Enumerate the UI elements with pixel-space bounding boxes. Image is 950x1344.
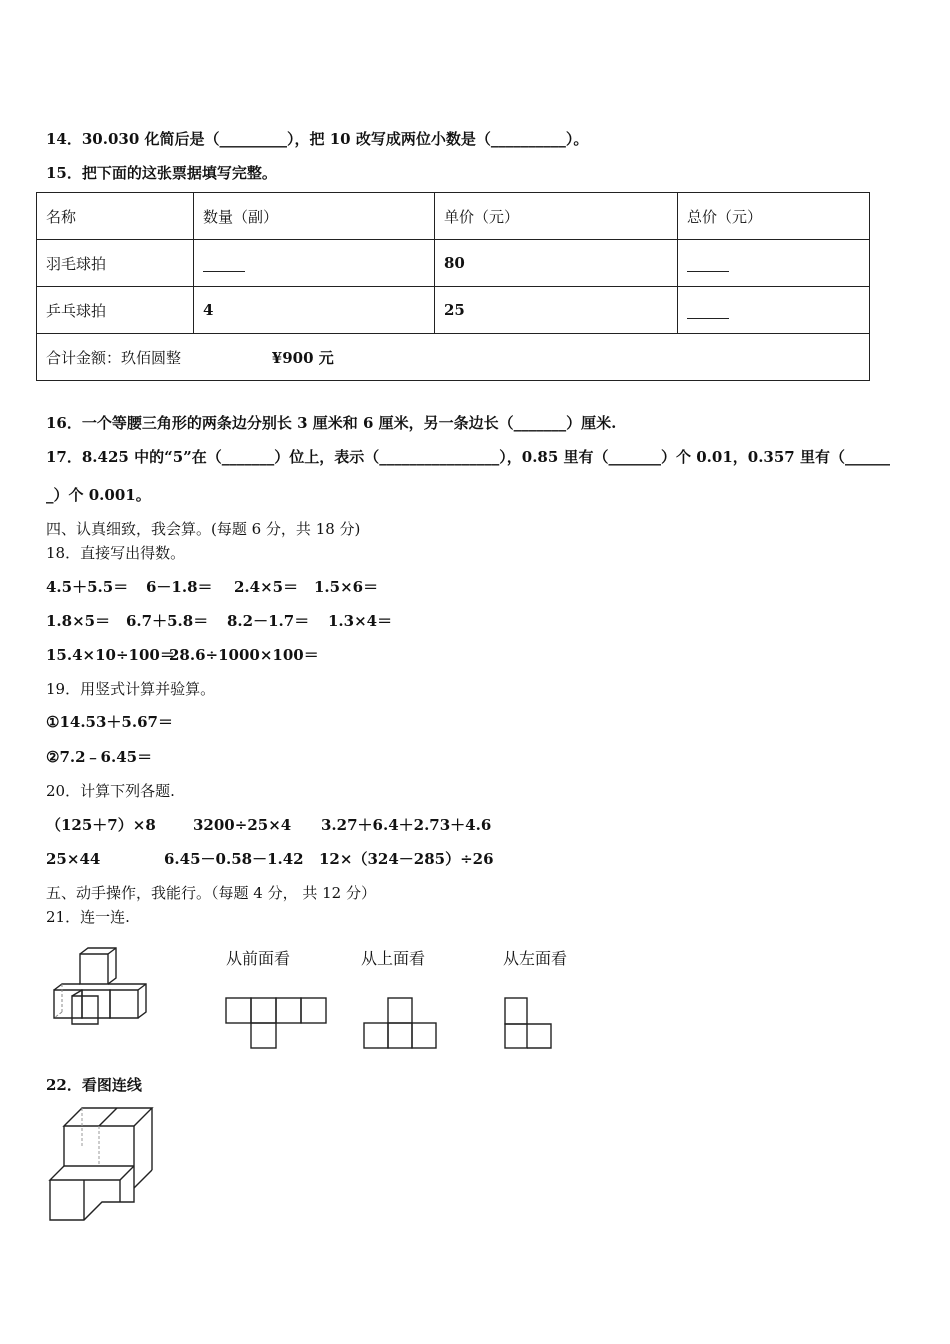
q18-item: 6－1.8＝ (146, 578, 213, 596)
q18-item: 15.4×10÷100＝ (46, 646, 175, 664)
bill-header-name: 名称 (37, 193, 194, 240)
q18-item: 28.6÷1000×100＝ (169, 646, 319, 664)
bill-row (37, 287, 870, 334)
section-5-heading: 五、动手操作，我能行。（每题 4 分， 共 12 分） (46, 884, 376, 902)
cube-stack-figure (46, 944, 156, 1030)
q20-item: 6.45－0.58－1.42 (164, 850, 304, 868)
fill-blank[interactable] (203, 257, 245, 272)
bill-cell-qty[interactable] (194, 240, 435, 287)
q19-item: ②7.2﹣6.45＝ (46, 748, 153, 766)
q18-item: 8.2－1.7＝ (227, 612, 310, 630)
bill-cell-price: 25 (435, 287, 678, 334)
bill-sum-row (37, 334, 870, 381)
fill-blank[interactable] (687, 257, 729, 272)
left-view-figure[interactable] (501, 996, 555, 1052)
bill-cell-price: 80 (435, 240, 678, 287)
q18-item: 1.8×5＝ (46, 612, 111, 630)
question-22: 22．看图连线 (46, 1076, 142, 1094)
question-15: 15．把下面的这张票据填写完整。 (46, 164, 277, 182)
question-14: 14．30.030 化简后是（_________），把 10 改写成两位小数是（__________）。 (46, 130, 589, 148)
question-17-line1: 17．8.425 中的“5”在（_______）位上，表示（________________），0.85 里有（_______）个 0.01，0.357 里有（______ (46, 448, 890, 466)
question-17-line2: _）个 0.001。 (46, 486, 151, 504)
section-4-heading: 四、认真细致，我会算。(每题 6 分，共 18 分) (46, 520, 361, 538)
top-view-figure[interactable] (362, 996, 440, 1050)
q20-item: 25×44 (46, 850, 101, 868)
question-21: 21．连一连. (46, 908, 130, 926)
front-view-figure[interactable] (224, 996, 330, 1050)
q18-item: 1.3×4＝ (328, 612, 393, 630)
q18-item: 1.5×6＝ (314, 578, 379, 596)
bill-header-row (37, 193, 870, 240)
block-figure (44, 1104, 158, 1224)
bill-header-total: 总价（元） (678, 193, 870, 240)
bill-cell-total[interactable] (678, 240, 870, 287)
q20-item: 12×（324－285）÷26 (319, 850, 494, 868)
view-label-top: 从上面看 (361, 949, 426, 968)
question-20: 20．计算下列各题. (46, 782, 175, 800)
q18-row-3 (46, 644, 319, 665)
bill-header-price: 单价（元） (435, 193, 678, 240)
bill-cell-name: 乒乓球拍 (37, 287, 194, 334)
question-16: 16．一个等腰三角形的两条边分别长 3 厘米和 6 厘米，另一条边长（_______）厘米. (46, 414, 617, 432)
question-19: 19．用竖式计算并验算。 (46, 680, 216, 698)
fill-blank[interactable] (687, 304, 729, 319)
bill-cell-qty: 4 (194, 287, 435, 334)
bill-sum-label: 合计金额：玖佰圆整 (46, 348, 182, 367)
q20-row-1 (46, 814, 491, 835)
q20-row-2 (46, 848, 494, 869)
q18-row-2 (46, 610, 392, 631)
bill-sum-cell (37, 334, 870, 381)
bill-header-qty: 数量（副） (194, 193, 435, 240)
q20-item: （125＋7）×8 (46, 816, 156, 834)
view-label-front: 从前面看 (226, 949, 291, 968)
view-label-left: 从左面看 (503, 949, 568, 968)
q18-item: 4.5＋5.5＝ (46, 578, 129, 596)
q18-item: 6.7＋5.8＝ (126, 612, 209, 630)
question-18: 18．直接写出得数。 (46, 544, 186, 562)
bill-row (37, 240, 870, 287)
bill-sum-value: ¥900 元 (271, 348, 334, 367)
bill-table (36, 192, 870, 381)
bill-cell-total[interactable] (678, 287, 870, 334)
bill-cell-name: 羽毛球拍 (37, 240, 194, 287)
q20-item: 3.27＋6.4＋2.73＋4.6 (321, 816, 492, 834)
q19-item: ①14.53＋5.67＝ (46, 713, 173, 731)
q18-row-1 (46, 576, 378, 597)
q18-item: 2.4×5＝ (234, 578, 299, 596)
q20-item: 3200÷25×4 (193, 816, 292, 834)
